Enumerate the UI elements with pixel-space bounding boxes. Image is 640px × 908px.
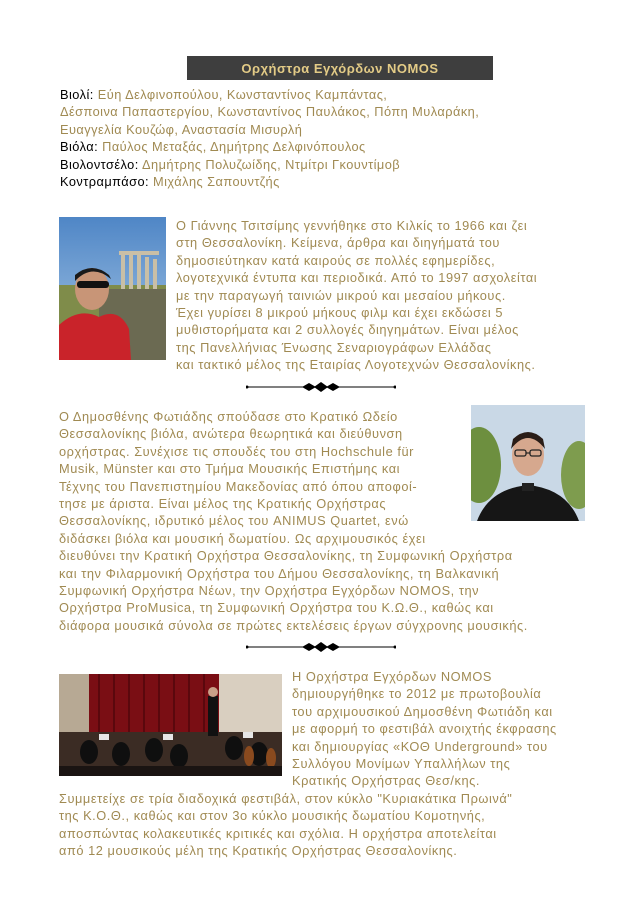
- bio-line: Έχει γυρίσει 8 μικρού μήκους φιλμ και έχει εκδώσει 5: [176, 305, 503, 321]
- bio-line: δημιουργήθηκε το 2012 με πρωτοβουλία: [292, 686, 542, 702]
- roster-value: Ευαγγελία Κουζώφ, Αναστασία Μισυρλή: [60, 121, 303, 137]
- bio-nomos-continued: [59, 790, 619, 860]
- portrait-photo-tsitsimis: [59, 217, 166, 360]
- roster-label: Βιολί: [60, 87, 90, 102]
- bio-line: της Κ.Ο.Θ., καθώς και στον 3ο κύκλο μουσικής δωματίου Κομοτηνής,: [59, 808, 486, 824]
- roster-value: Μιχάλης Σαπουντζής: [153, 174, 280, 190]
- bio-line: στη Θεσσαλονίκη. Κείμενα, άρθρα και διηγήματά του: [176, 235, 500, 251]
- bio-line: Συμφωνική Ορχήστρα Νέων, την Ορχήστρα Εγχόρδων NOMOS, την: [59, 583, 480, 599]
- bio-line: Η Ορχήστρα Εγχόρδων NOMOS: [292, 669, 492, 684]
- bio-line: Κρατικής Ορχήστρας Θεσ/κης.: [292, 773, 480, 789]
- bio-line: δημοσιεύτηκαν κατά καιρούς σε πολλές εφημερίδες,: [176, 252, 496, 268]
- roster-value: Παύλος Μεταξάς, Δημήτρης Δελφινόπουλος: [102, 139, 366, 155]
- roster-line: Κοντραμπάσο: Μιχάλης Σαπουντζής: [60, 174, 280, 190]
- orchestra-photo: [59, 674, 282, 776]
- bio-line: Συλλόγου Μονίμων Υπαλλήλων της: [292, 756, 511, 772]
- bio-line: και δημιουργίας «ΚΟΘ Underground» του: [292, 738, 548, 754]
- bio-line: διάφορα μουσικά σύνολα σε πρώτες εκτελέσεις έργων σύγχρονης μουσικής.: [59, 617, 528, 633]
- bio-line: διευθύνει την Κρατική Ορχήστρα Θεσσαλονίκης, τη Συμφωνική Ορχήστρα: [59, 548, 513, 564]
- orchestra-roster: [60, 86, 580, 190]
- bio-line: αποσπώντας κολακευτικές κριτικές και σχόλια. Η ορχήστρα αποτελείται: [59, 825, 497, 841]
- bio-line: τησε με άριστα. Είναι μέλος της Κρατικής Ορχήστρας: [59, 496, 387, 512]
- roster-line: Βιολοντσέλο: Δημήτρης Πολυζωίδης, Ντμίτρι Γκουντίμοβ: [60, 156, 401, 172]
- bio-tsitsimis: [176, 217, 596, 374]
- bio-line: και την Φιλαρμονική Ορχήστρα του Δήμου Θεσσαλονίκης, τη Βαλκανική: [59, 565, 500, 581]
- bio-line: με αφορμή το φεστιβάλ ανοιχτής έκφρασης: [292, 721, 557, 737]
- bio-line: διδάσκει βιόλα και μουσική δωματίου. Ως αρχιμουσικός έχει: [59, 530, 426, 546]
- roster-line: [60, 103, 580, 120]
- bio-line: με την παραγωγή ταινιών μικρού και μεσαίου μήκους.: [176, 287, 506, 303]
- bio-nomos-intro: [292, 668, 602, 790]
- roster-value: Εύη Δελφινοπούλου, Κωνσταντίνος Καμπάντας,: [97, 87, 388, 102]
- bio-line: λογοτεχνικά έντυπα και περιοδικά. Από το 1997 ασχολείται: [176, 270, 538, 286]
- bio-line: Θεσσαλονίκης, ιδρυτικό μέλος του ANIMUS Quartet, ενώ: [59, 513, 409, 529]
- bio-line: Ορχήστρα ProMusica, τη Συμφωνική Ορχήστρα του Κ.Ω.Θ., καθώς και: [59, 600, 494, 616]
- bio-line: Ο Δημοσθένης Φωτιάδης σπούδασε στο Κρατικό Ωδείο: [59, 409, 398, 424]
- roster-label: Βιολοντσέλο: [60, 156, 135, 172]
- roster-label: Βιόλα: [60, 139, 95, 155]
- portrait-photo-fotiadis: [471, 405, 585, 521]
- bio-line: Musik, Münster και στο Τμήμα Μουσικής Επιστήμης και: [59, 461, 401, 477]
- page-title: Ορχήστρα Εγχόρδων NOMOS: [187, 56, 493, 80]
- ornament-divider: [246, 641, 396, 653]
- roster-line: Βιόλα: Παύλος Μεταξάς, Δημήτρης Δελφινόπουλος: [60, 139, 366, 155]
- bio-line: Θεσσαλονίκης βιόλα, ανώτερα θεωρητικά και διεύθυνση: [59, 426, 403, 442]
- ornament-divider: [246, 381, 396, 393]
- bio-line: Συμμετείχε σε τρία διαδοχικά φεστιβάλ, στον κύκλο "Κυριακάτικα Πρωινά": [59, 791, 513, 806]
- bio-line: από 12 μουσικούς μέλη της Κρατικής Ορχήστρας Θεσσαλονίκης.: [59, 843, 458, 859]
- bio-line: μυθιστορήματα και 2 συλλογές διηγημάτων. Είναι μέλος: [176, 322, 519, 338]
- roster-line: Βιολί: Εύη Δελφινοπούλου, Κωνσταντίνος Καμπάντας,: [60, 87, 388, 102]
- bio-line: Ο Γιάννης Τσιτσίμης γεννήθηκε στο Κιλκίς το 1966 και ζει: [176, 218, 528, 233]
- roster-label: Κοντραμπάσο: [60, 174, 146, 190]
- bio-line: της Πανελλήνιας Ένωσης Σεναριογράφων Ελλάδας: [176, 339, 492, 355]
- roster-value: Δέσποινα Παπαστεργίου, Κωνσταντίνος Παυλάκος, Πόπη Μυλαράκη,: [60, 104, 480, 120]
- bio-line: και τακτικό μέλος της Εταιρίας Λογοτεχνών Θεσσαλονίκης.: [176, 357, 536, 373]
- roster-line: [60, 121, 580, 138]
- bio-line: του αρχιμουσικού Δημοσθένη Φωτιάδη και: [292, 703, 553, 719]
- roster-value: Δημήτρης Πολυζωίδης, Ντμίτρι Γκουντίμοβ: [142, 156, 401, 172]
- bio-line: Τέχνης του Πανεπιστημίου Μακεδονίας από όπου αποφοί-: [59, 478, 418, 494]
- bio-line: ορχήστρας. Συνέχισε τις σπουδές του στη Hochschule für: [59, 443, 414, 459]
